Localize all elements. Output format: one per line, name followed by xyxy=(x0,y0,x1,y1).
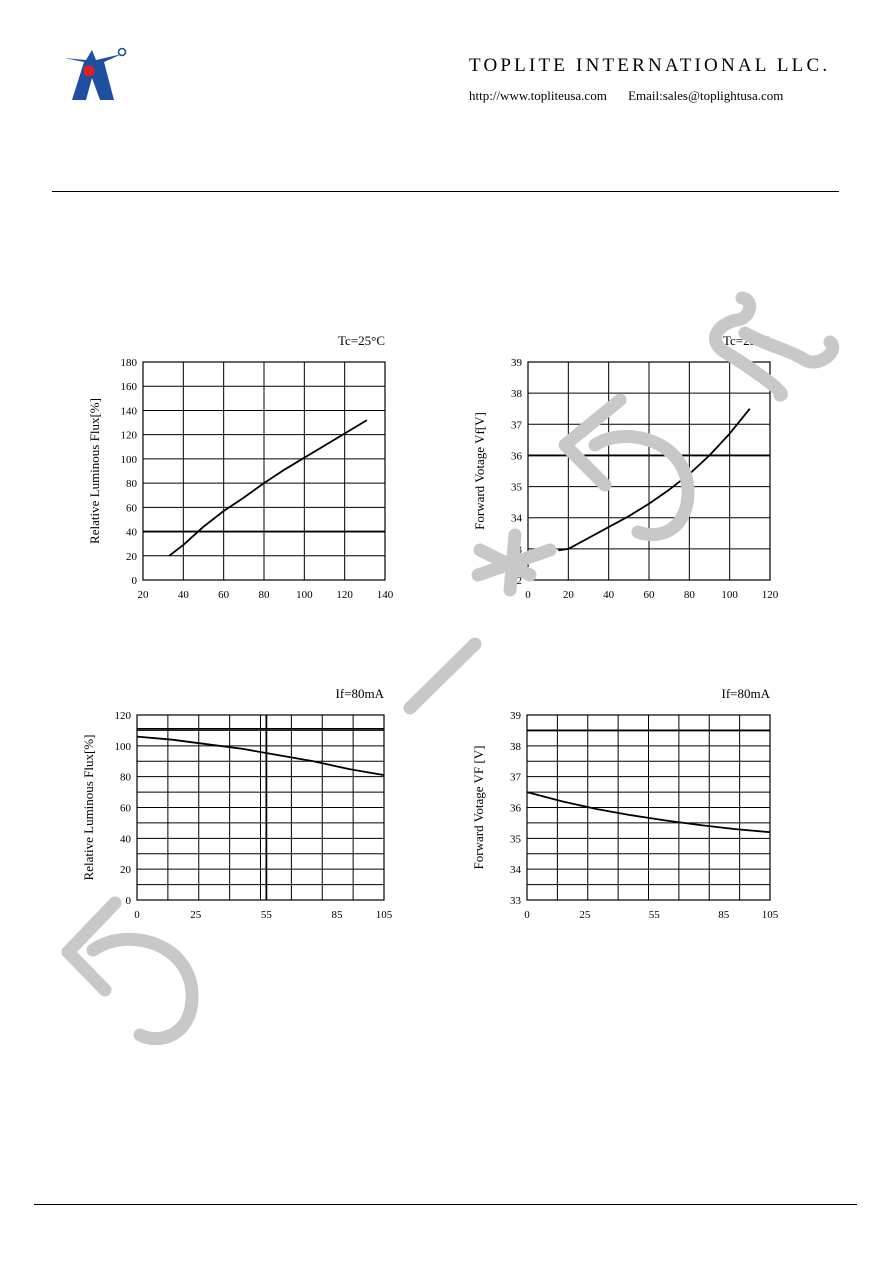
x-tick-label: 40 xyxy=(603,589,615,601)
x-tick-label: 80 xyxy=(258,589,270,601)
x-tick-label: 85 xyxy=(331,909,343,921)
y-tick-label: 33 xyxy=(510,895,521,907)
y-tick-label: 37 xyxy=(510,771,521,784)
x-tick-label: 55 xyxy=(648,909,660,921)
x-tick-label: 105 xyxy=(761,909,779,921)
y-tick-label: 39 xyxy=(511,357,522,369)
x-tick-label: 60 xyxy=(218,589,230,601)
x-tick-label: 80 xyxy=(683,589,695,601)
y-tick-label: 160 xyxy=(120,381,137,394)
y-axis-label: Forward Votage Vf[V] xyxy=(472,412,487,530)
email-link[interactable]: Email:sales@toplightusa.com xyxy=(628,88,784,103)
series-line xyxy=(169,420,367,556)
x-tick-label: 120 xyxy=(761,589,779,601)
x-tick-label: 60 xyxy=(643,589,655,601)
y-axis-label: Relative Luminous Flux[%] xyxy=(87,398,102,544)
y-tick-label: 32 xyxy=(511,575,522,587)
y-tick-label: 60 xyxy=(120,802,131,815)
y-tick-label: 100 xyxy=(114,740,131,753)
website-link[interactable]: http://www.topliteusa.com xyxy=(469,88,607,103)
x-tick-label: 0 xyxy=(525,589,531,601)
condition-label: If=80mA xyxy=(335,686,384,701)
x-tick-label: 100 xyxy=(721,589,738,601)
x-tick-label: 20 xyxy=(137,589,149,601)
company-name: TOPLITE INTERNATIONAL LLC. xyxy=(469,55,831,76)
x-tick-label: 25 xyxy=(579,909,591,921)
x-tick-label: 55 xyxy=(260,909,272,921)
y-tick-label: 180 xyxy=(120,357,137,369)
y-tick-label: 37 xyxy=(511,419,522,432)
x-tick-label: 140 xyxy=(376,589,394,601)
y-tick-label: 38 xyxy=(511,388,522,401)
x-tick-label: 85 xyxy=(718,909,730,921)
y-tick-label: 60 xyxy=(126,502,137,515)
y-tick-label: 0 xyxy=(131,575,137,587)
footer-divider xyxy=(34,1204,857,1205)
x-tick-label: 25 xyxy=(190,909,202,921)
y-tick-label: 140 xyxy=(120,405,137,418)
y-tick-label: 39 xyxy=(510,710,521,722)
condition-label: Tc=25°C xyxy=(722,333,770,348)
condition-label: If=80mA xyxy=(721,686,770,701)
y-tick-label: 120 xyxy=(114,710,131,722)
y-tick-label: 80 xyxy=(126,478,137,491)
x-tick-label: 40 xyxy=(177,589,189,601)
y-tick-label: 0 xyxy=(125,895,131,907)
y-tick-label: 40 xyxy=(126,526,137,539)
x-tick-label: 0 xyxy=(134,909,140,921)
series-line xyxy=(558,409,750,551)
condition-label: Tc=25°C xyxy=(337,333,385,348)
y-tick-label: 36 xyxy=(510,802,521,815)
x-tick-label: 20 xyxy=(562,589,574,601)
y-tick-label: 40 xyxy=(120,833,131,846)
y-tick-label: 35 xyxy=(510,833,521,846)
y-tick-label: 33 xyxy=(511,543,522,556)
y-tick-label: 100 xyxy=(120,453,137,466)
y-tick-label: 34 xyxy=(510,864,521,877)
y-tick-label: 35 xyxy=(511,481,522,494)
x-tick-label: 120 xyxy=(336,589,353,601)
y-axis-label: Forward Votage VF [V] xyxy=(471,745,486,870)
x-tick-label: 0 xyxy=(524,909,530,921)
x-tick-label: 105 xyxy=(375,909,393,921)
y-tick-label: 36 xyxy=(511,450,522,463)
x-tick-label: 100 xyxy=(296,589,313,601)
y-tick-label: 34 xyxy=(511,512,522,525)
y-tick-label: 38 xyxy=(510,740,521,753)
y-tick-label: 20 xyxy=(120,864,131,877)
y-tick-label: 80 xyxy=(120,771,131,784)
y-tick-label: 120 xyxy=(120,429,137,442)
y-tick-label: 20 xyxy=(126,550,137,563)
y-axis-label: Relative Luminous Flux[%] xyxy=(81,734,96,881)
